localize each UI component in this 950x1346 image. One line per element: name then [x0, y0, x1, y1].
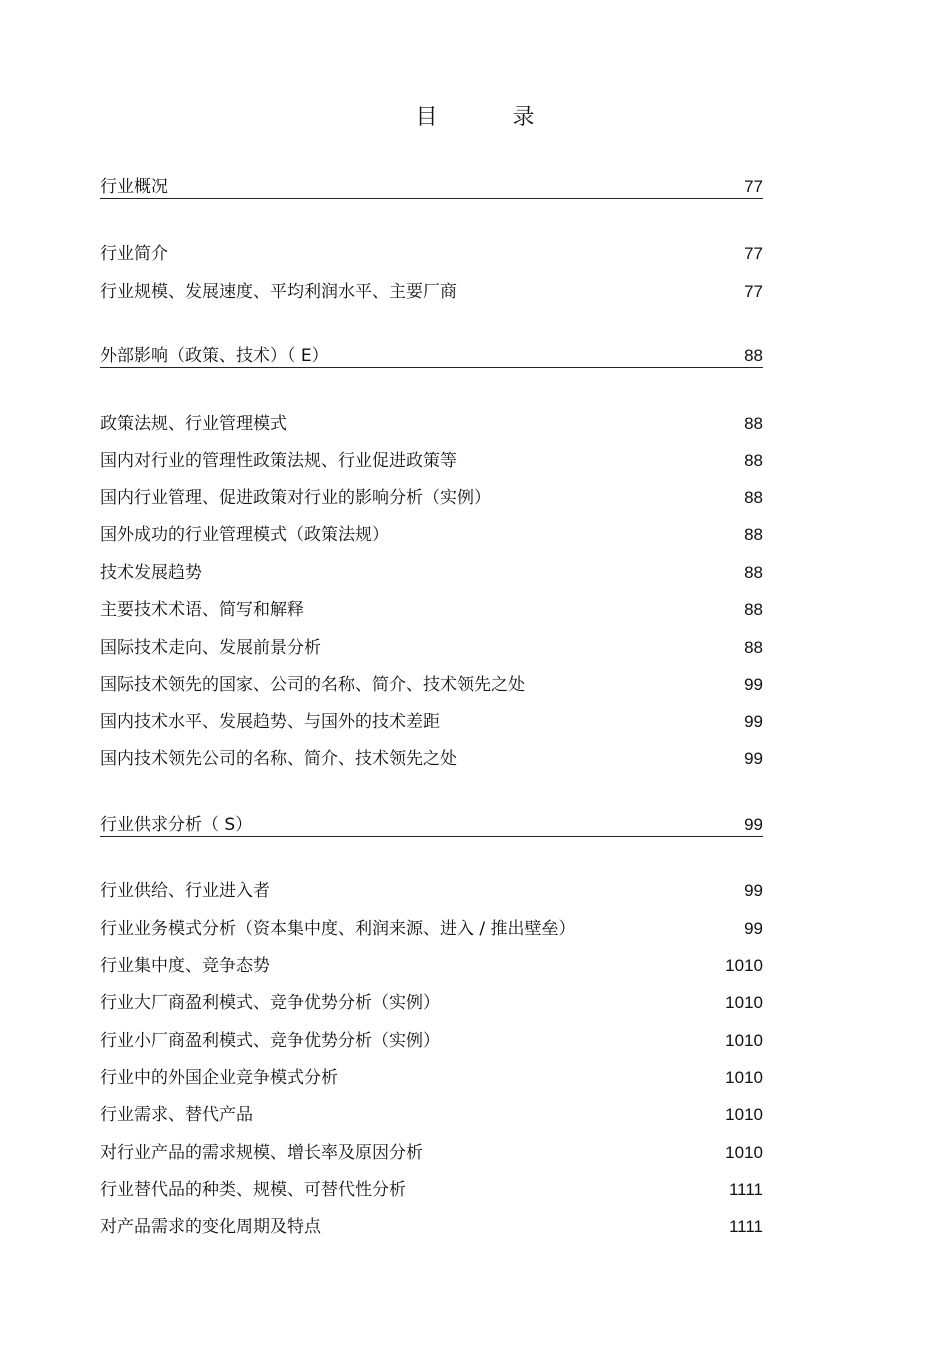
toc-entry-label: 行业简介: [100, 244, 168, 264]
toc-entry[interactable]: [100, 744, 763, 770]
toc-page-number: 88: [744, 414, 763, 433]
toc-entry-label: 国外成功的行业管理模式（政策法规）: [100, 525, 389, 545]
toc-page-number: 88: [744, 346, 763, 365]
toc-page-number: 99: [744, 712, 763, 731]
toc-page-number: 77: [744, 244, 763, 263]
toc-entry[interactable]: [100, 595, 763, 621]
toc-entry-label: 国内行业管理、促进政策对行业的影响分析（实例）: [100, 488, 491, 508]
toc-entry[interactable]: [100, 1138, 763, 1164]
toc-entry[interactable]: [100, 1063, 763, 1089]
toc-entry[interactable]: [100, 1100, 763, 1126]
toc-entry-label: 行业概况: [100, 177, 168, 197]
toc-entry-label: 外部影响（政策、技术）（ E）: [100, 346, 329, 366]
toc-page-number: 77: [744, 177, 763, 196]
toc-entry-label: 行业替代品的种类、规模、可替代性分析: [100, 1180, 406, 1200]
toc-page-number: 88: [744, 525, 763, 544]
toc-entry[interactable]: [100, 914, 763, 940]
toc-entry-label: 国际技术领先的国家、公司的名称、简介、技术领先之处: [100, 675, 525, 695]
toc-page-number: 88: [744, 638, 763, 657]
toc-entry[interactable]: [100, 633, 763, 659]
toc-entry-label: 政策法规、行业管理模式: [100, 414, 287, 434]
toc-page-number: 1010: [725, 1105, 763, 1124]
toc-entry-label: 行业供给、行业进入者: [100, 881, 270, 901]
toc-entry-label: 行业中的外国企业竞争模式分析: [100, 1068, 338, 1088]
toc-entry-label: 行业大厂商盈利模式、竞争优势分析（实例）: [100, 993, 440, 1013]
toc-entry-label: 主要技术术语、简写和解释: [100, 600, 304, 620]
toc-entry[interactable]: [100, 670, 763, 696]
toc-section-heading[interactable]: [100, 172, 763, 199]
toc-entry[interactable]: [100, 876, 763, 902]
toc-entry-label: 国内技术领先公司的名称、简介、技术领先之处: [100, 749, 457, 769]
toc-entry[interactable]: [100, 558, 763, 584]
toc-entry[interactable]: [100, 1026, 763, 1052]
toc-entry[interactable]: [100, 1175, 763, 1201]
toc-entry-label: 国内技术水平、发展趋势、与国外的技术差距: [100, 712, 440, 732]
toc-page-number: 1010: [725, 993, 763, 1012]
toc-page-number: 1111: [728, 1180, 763, 1199]
toc-entry-label: 行业集中度、竞争态势: [100, 956, 270, 976]
toc-entry[interactable]: [100, 446, 763, 472]
toc-page-number: 77: [744, 282, 763, 301]
toc-entry-label: 国内对行业的管理性政策法规、行业促进政策等: [100, 451, 457, 471]
toc-page-number: 99: [744, 881, 763, 900]
page-title: 目 录: [415, 105, 569, 130]
toc-page-number: 1010: [725, 1068, 763, 1087]
toc-page-number: 1010: [725, 1143, 763, 1162]
toc-page-number: 88: [744, 488, 763, 507]
toc-entry[interactable]: [100, 277, 763, 303]
toc-page-number: 1111: [728, 1217, 763, 1236]
toc-entry[interactable]: [100, 409, 763, 435]
toc-entry[interactable]: [100, 1212, 763, 1238]
toc-page-number: 88: [744, 600, 763, 619]
toc-page-number: 88: [744, 563, 763, 582]
toc-entry-label: 国际技术走向、发展前景分析: [100, 638, 321, 658]
toc-page-number: 1010: [725, 1031, 763, 1050]
toc-entry-label: 对产品需求的变化周期及特点: [100, 1217, 321, 1237]
toc-page-number: 99: [744, 919, 763, 938]
toc-entry[interactable]: [100, 707, 763, 733]
toc-section-heading[interactable]: [100, 341, 763, 368]
toc-page-number: 1010: [725, 956, 763, 975]
toc-entry-label: 行业需求、替代产品: [100, 1105, 253, 1125]
toc-entry[interactable]: [100, 239, 763, 265]
toc-page-number: 99: [744, 815, 763, 834]
toc-entry[interactable]: [100, 988, 763, 1014]
toc-entry-label: 行业规模、发展速度、平均利润水平、主要厂商: [100, 282, 457, 302]
toc-entry[interactable]: [100, 483, 763, 509]
toc-entry-label: 行业供求分析（ S）: [100, 815, 253, 835]
toc-entry-label: 技术发展趋势: [100, 563, 202, 583]
toc-entry[interactable]: [100, 520, 763, 546]
toc-page-number: 88: [744, 451, 763, 470]
toc-entry-label: 对行业产品的需求规模、增长率及原因分析: [100, 1143, 423, 1163]
toc-entry[interactable]: [100, 951, 763, 977]
toc-entry-label: 行业小厂商盈利模式、竞争优势分析（实例）: [100, 1031, 440, 1051]
toc-page-number: 99: [744, 675, 763, 694]
toc-page-number: 99: [744, 749, 763, 768]
toc-entry-label: 行业业务模式分析（资本集中度、利润来源、进入 / 推出壁垒）: [100, 919, 576, 939]
toc-section-heading[interactable]: [100, 810, 763, 837]
